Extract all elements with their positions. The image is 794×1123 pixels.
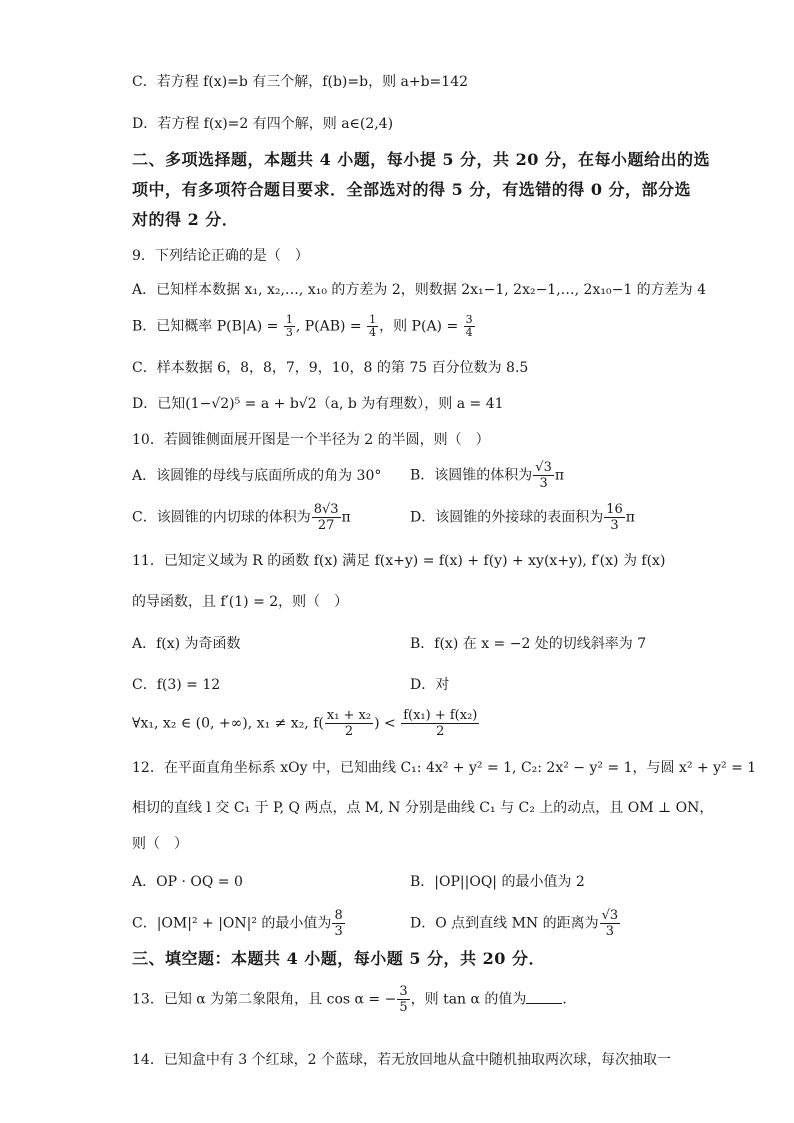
- fraction-denominator: 4: [369, 326, 377, 339]
- fraction-numerator: √3: [535, 460, 552, 475]
- q12-d-prefix: D．O 点到直线 MN 的距离为: [410, 915, 599, 932]
- q11-option-d-condition: ∀x₁, x₂ ∈ (0, +∞), x₁ ≠ x₂, f( $\frac{\text{x₁ + x₂}}{2}$ ) < $\frac{\text{f(x₁) + f(x₂)}}{2}$: [132, 708, 478, 739]
- q10-option-d: [410, 502, 635, 533]
- fraction-denominator: 3: [605, 924, 615, 939]
- q10-c-suffix: π: [341, 509, 351, 526]
- q9-b-prefix: B．已知概率 P(B|A) =: [132, 318, 283, 335]
- q12-option-d: [410, 908, 621, 939]
- fraction-numerator: 3: [399, 984, 408, 999]
- section2-heading-line3: 对的得 2 分．: [132, 210, 239, 229]
- section2-heading-line2: 项中，有多项符合题目要求．全部选对的得 5 分，有选错的得 0 分，部分选: [132, 180, 692, 199]
- q9-b-fraction-2: [367, 314, 378, 339]
- q12-c-fraction: [332, 908, 344, 939]
- q11-d2-mid: <: [379, 715, 401, 732]
- fraction-numerator: √3: [601, 908, 619, 923]
- q14-stem: 14．已知盒中有 3 个红球，2 个蓝球，若无放回地从盒中随机抽取两次球，每次抽取一: [132, 1052, 671, 1068]
- q13-stem: [132, 984, 576, 1015]
- q9-option-c: C．样本数据 6，8，8，7，9，10，8 的第 75 百分位数为 8.5: [132, 360, 529, 376]
- fraction-numerator: 8√3: [313, 502, 339, 517]
- answer-blank[interactable]: [526, 989, 562, 1004]
- q9-b-mid: , P(AB) =: [295, 318, 367, 335]
- fraction-denominator: 3: [610, 518, 619, 533]
- q10-c-prefix: C．该圆锥的内切球的体积为: [132, 509, 311, 526]
- q10-d-fraction: [604, 502, 625, 533]
- q12-option-a: A．OP · OQ = 0: [132, 874, 243, 890]
- q11-option-c: C．f(3) = 12: [132, 677, 221, 693]
- q10-option-c: [132, 502, 351, 533]
- q10-d-prefix: D．该圆锥的外接球的表面积为: [410, 509, 604, 526]
- fraction-denominator: 3: [539, 476, 548, 491]
- q9-b-fraction-3: [464, 314, 475, 339]
- section3-heading: 三、填空题：本题共 4 小题，每小题 5 分，共 20 分．: [132, 949, 545, 968]
- q13-fraction: [397, 984, 409, 1015]
- q13-prefix: 13．已知 α 为第二象限角，且 cos α = −: [132, 991, 397, 1008]
- q8-option-c: C．若方程 f(x)=b 有三个解，f(b)=b，则 a+b=142: [132, 74, 469, 90]
- q12-stem-line3: 则（ ）: [132, 836, 188, 852]
- q9-b-fraction-1: [284, 314, 295, 339]
- q13-suffix: ，则 tan α 的值为: [410, 991, 527, 1008]
- q12-c-prefix: C．|OM|² + |ON|² 的最小值为: [132, 915, 332, 932]
- q12-stem-line2: 相切的直线 l 交 C₁ 于 P, Q 两点，点 M, N 分别是曲线 C₁ 与 C₂ 上的动点，且 OM ⊥ ON，: [132, 800, 714, 816]
- q9-option-a: A．已知样本数据 x₁, x₂,…, x₁₀ 的方差为 2，则数据 2x₁−1, 2x₂−1,…, 2x₁₀−1 的方差为 4: [132, 282, 707, 298]
- q11-d2-fraction-2: [401, 708, 479, 739]
- q11-stem-line2: 的导函数，且 f′(1) = 2，则（ ）: [132, 594, 349, 610]
- fraction-numerator: 1: [285, 313, 293, 326]
- q10-b-prefix: B．该圆锥的体积为: [410, 467, 533, 484]
- q10-c-fraction: [312, 502, 341, 533]
- fraction-denominator: 5: [399, 1000, 408, 1015]
- q11-stem-line1: 11．已知定义域为 R 的函数 f(x) 满足 f(x+y) = f(x) + f(y) + xy(x+y), f′(x) 为 f(x): [132, 553, 666, 569]
- q11-d2-fraction-1: [325, 708, 373, 739]
- q9-b-mid2: ，则 P(A) =: [379, 318, 463, 335]
- q9-stem: 9．下列结论正确的是（ ）: [132, 248, 309, 264]
- fraction-numerator: 8: [334, 908, 343, 923]
- section2-heading-line1: 二、多项选择题，本题共 4 小题，每小提 5 分，共 20 分，在每小题给出的选: [132, 150, 710, 169]
- q10-b-suffix: π: [554, 467, 565, 484]
- fraction-denominator: 2: [344, 724, 354, 739]
- q8-option-d: D．若方程 f(x)=2 有四个解，则 a∈(2,4): [132, 116, 394, 132]
- q10-b-fraction: [533, 460, 554, 491]
- q12-option-c: [132, 908, 346, 939]
- fraction-numerator: 3: [465, 313, 473, 326]
- fraction-numerator: f(x₁) + f(x₂): [403, 708, 478, 723]
- fraction-denominator: 27: [317, 518, 335, 533]
- q9-option-d: D．已知(1−√2)⁵ = a + b√2（a, b 为有理数），则 a = 41: [132, 396, 504, 412]
- q12-d-fraction: [600, 908, 621, 939]
- q11-option-a: A．f(x) 为奇函数: [132, 636, 241, 652]
- fraction-denominator: 3: [285, 326, 293, 339]
- fraction-numerator: 16: [606, 502, 623, 517]
- q11-option-d: D．对: [410, 677, 450, 693]
- q9-option-b: [132, 314, 476, 339]
- fraction-numerator: x₁ + x₂: [326, 708, 372, 723]
- q10-option-b: [410, 460, 564, 491]
- fraction-denominator: 2: [436, 724, 445, 739]
- q12-stem-line1: 12．在平面直角坐标系 xOy 中，已知曲线 C₁: 4x² + y² = 1, C₂: 2x² − y² = 1，与圆 x² + y² = 1: [132, 760, 757, 776]
- q11-option-b: B．f(x) 在 x = −2 处的切线斜率为 7: [410, 636, 647, 652]
- fraction-denominator: 3: [334, 924, 343, 939]
- q10-option-a: A．该圆锥的母线与底面所成的角为 30°: [132, 468, 382, 484]
- q11-d2-prefix: ∀x₁, x₂ ∈ (0, +∞), x₁ ≠ x₂, f: [132, 715, 319, 732]
- fraction-denominator: 4: [465, 326, 473, 339]
- q10-d-suffix: π: [625, 509, 635, 526]
- q10-stem: 10．若圆锥侧面展开图是一个半径为 2 的半圆，则（ ）: [132, 432, 490, 448]
- q13-end: ．: [562, 991, 577, 1008]
- q12-option-b: B．|OP||OQ| 的最小值为 2: [410, 874, 585, 890]
- fraction-numerator: 1: [369, 313, 377, 326]
